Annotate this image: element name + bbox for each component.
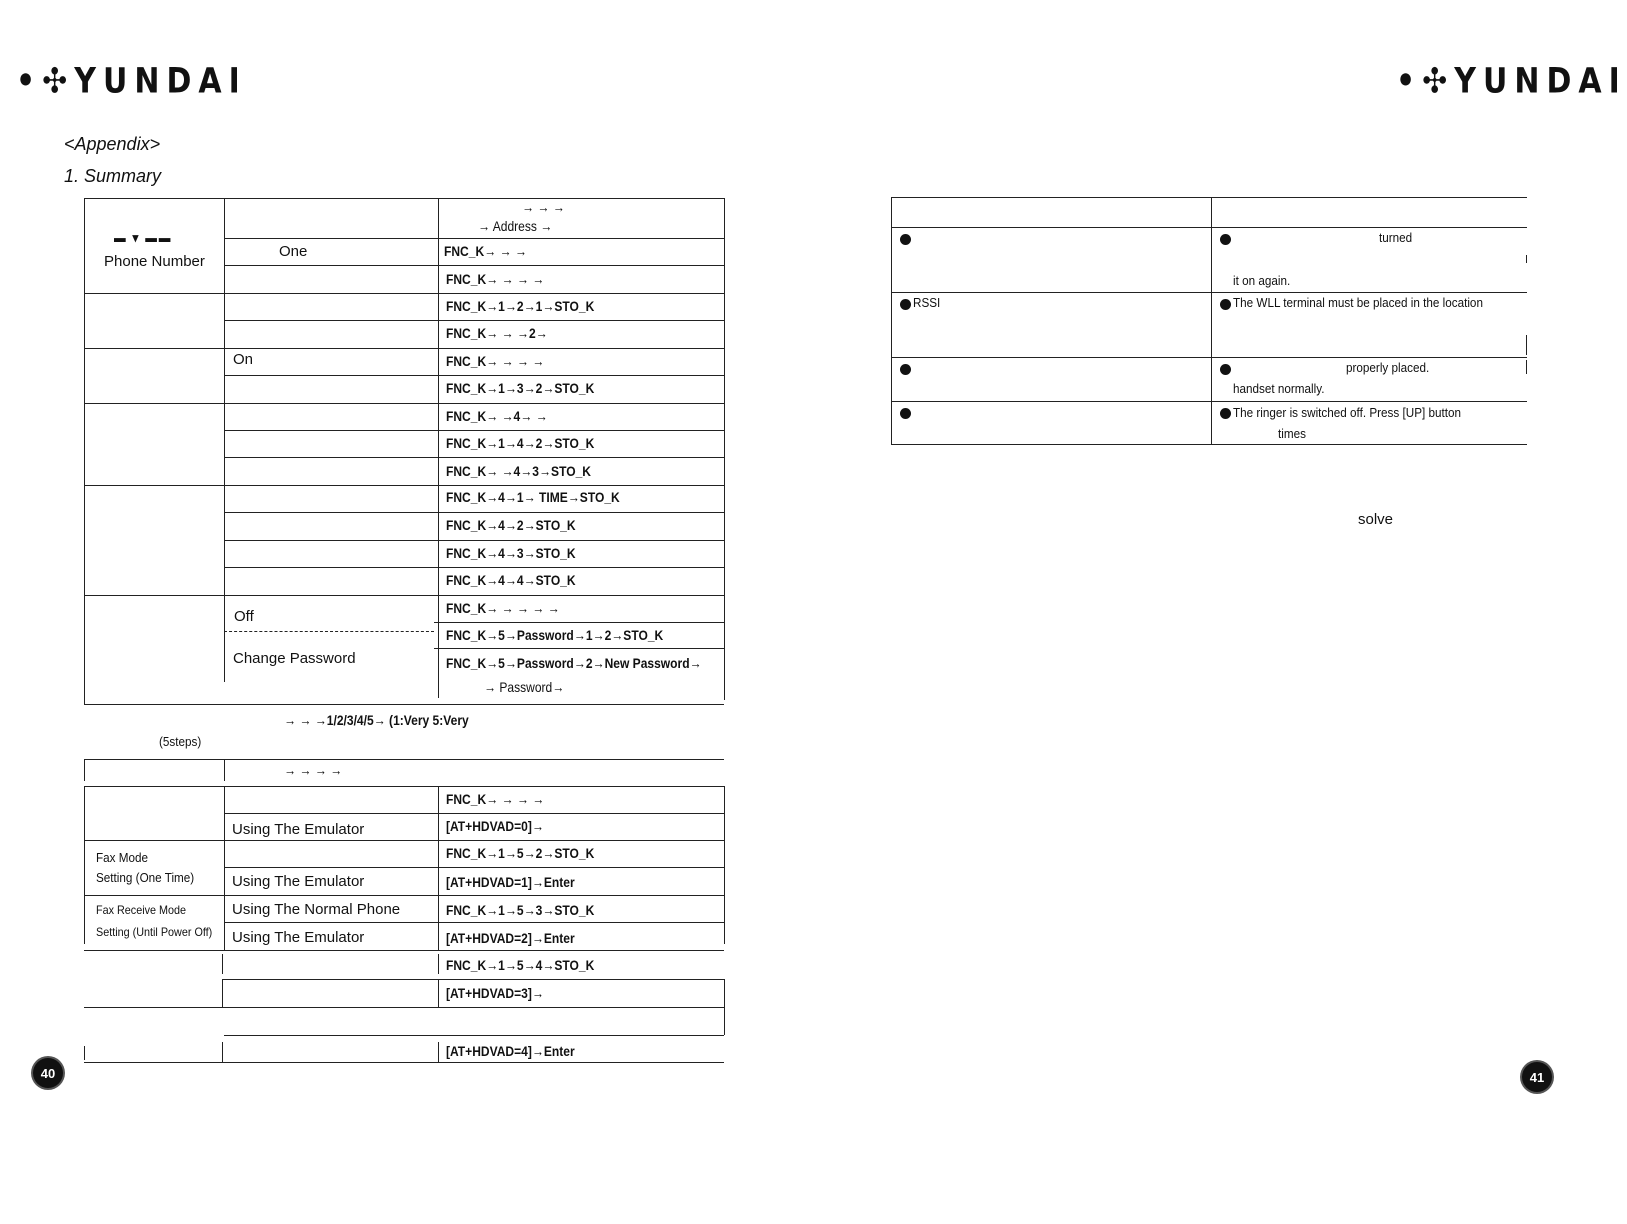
page-number-right: 41 bbox=[1522, 1062, 1552, 1092]
fax-e-code-1: [AT+HDVAD=4]→Enter bbox=[446, 1043, 575, 1059]
fax-d-code-2: [AT+HDVAD=3]→ bbox=[446, 985, 544, 1001]
fax-a-code-2: [AT+HDVAD=0]→ bbox=[446, 818, 544, 834]
volume-steps: (5steps) bbox=[159, 734, 202, 749]
r4-right-line1: The ringer is switched off. Press [UP] button bbox=[1233, 405, 1462, 420]
fax-c-sub-2: Using The Emulator bbox=[232, 929, 365, 946]
row6-sub-change-password: Change Password bbox=[233, 650, 356, 667]
r2-right-line1: The WLL terminal must be placed in the location bbox=[1233, 295, 1483, 310]
fax-b-label-2: Setting (One Time) bbox=[96, 870, 195, 885]
row5-code-3: FNC_K→4→3→STO_K bbox=[446, 545, 576, 561]
row2-code-1: FNC_K→1→2→1→STO_K bbox=[446, 298, 595, 314]
row5-code-4: FNC_K→4→4→STO_K bbox=[446, 572, 576, 588]
r3-right-line2: handset normally. bbox=[1233, 381, 1325, 396]
row4-code-1: FNC_K→ →4→ → bbox=[446, 408, 548, 424]
hyundai-logo-left: •✣YUNDAI bbox=[16, 61, 247, 102]
row6-sub-off: Off bbox=[234, 608, 254, 625]
page-number-left: 40 bbox=[33, 1058, 63, 1088]
fax-a-sub-2: Using The Emulator bbox=[232, 821, 365, 838]
appendix-title: <Appendix> bbox=[64, 134, 161, 154]
hyundai-logo-right bbox=[1396, 61, 1627, 102]
fax-b-label-1: Fax Mode bbox=[96, 850, 149, 865]
r3-right-line1: properly placed. bbox=[1346, 360, 1430, 375]
bullet-r4-left bbox=[900, 408, 911, 419]
row3-code-1: FNC_K→ → → → bbox=[446, 353, 545, 369]
row4-code-2: FNC_K→1→4→2→STO_K bbox=[446, 435, 595, 451]
fax-c-code-2: [AT+HDVAD=2]→Enter bbox=[446, 930, 575, 946]
row3-sub-on: On bbox=[233, 351, 254, 368]
row5-code-2: FNC_K→4→2→STO_K bbox=[446, 517, 576, 533]
fax-c-sub-1: Using The Normal Phone bbox=[232, 901, 401, 918]
fax-b-sub-2: Using The Emulator bbox=[232, 873, 365, 890]
row5-code-1: FNC_K→4→1→ TIME→STO_K bbox=[446, 489, 620, 505]
row1-code-2: FNC_K→ → → → bbox=[446, 271, 545, 287]
fax-c-code-1: FNC_K→1→5→3→STO_K bbox=[446, 902, 595, 918]
fax-c-label-1: Fax Receive Mode bbox=[96, 903, 187, 917]
r1-right-line1: turned bbox=[1379, 230, 1413, 245]
row6-code-2: FNC_K→5→Password→1→2→STO_K bbox=[446, 627, 664, 643]
phone-number-label: Phone Number bbox=[104, 253, 205, 270]
summary-title: 1. Summary bbox=[64, 166, 162, 186]
r1-right-line2: it on again. bbox=[1233, 273, 1291, 288]
row1-header-code-2: → Address → bbox=[478, 218, 553, 234]
fax-a-code-1: FNC_K→ → → → bbox=[446, 791, 545, 807]
row2-code-2: FNC_K→ → →2→ bbox=[446, 325, 548, 341]
row6-code-4: → Password→ bbox=[484, 679, 565, 695]
row1-sub-one: One bbox=[279, 243, 308, 260]
row1-code-1: FNC_K→ → → bbox=[444, 243, 527, 259]
row3-code-2: FNC_K→1→3→2→STO_K bbox=[446, 380, 595, 396]
row4-code-3: FNC_K→ →4→3→STO_K bbox=[446, 463, 591, 479]
solve-text: solve bbox=[1358, 511, 1394, 528]
table2-header-code: → → → → bbox=[284, 762, 343, 778]
bullet-r2-left bbox=[900, 299, 911, 310]
hyundai-logo-right-text: •✣YUNDAI bbox=[1396, 61, 1627, 102]
fax-d-code-1: FNC_K→1→5→4→STO_K bbox=[446, 957, 595, 973]
bullet-r3-right bbox=[1220, 364, 1231, 375]
r4-right-line2: times bbox=[1278, 426, 1306, 441]
volume-line: → → →1/2/3/4/5→ (1:Very 5:Very bbox=[284, 712, 469, 728]
r2-left-text: RSSI bbox=[913, 295, 941, 310]
row6-code-1: FNC_K→ → → → → bbox=[446, 600, 560, 616]
fax-b-code-2: [AT+HDVAD=1]→Enter bbox=[446, 874, 575, 890]
bullet-r3-left bbox=[900, 364, 911, 375]
row1-header-code-1: → → → bbox=[522, 199, 565, 215]
fax-c-label-2: Setting (Until Power Off) bbox=[96, 925, 213, 939]
bullet-r4-right bbox=[1220, 408, 1231, 419]
bullet-r1-right bbox=[1220, 234, 1231, 245]
fax-b-code-1: FNC_K→1→5→2→STO_K bbox=[446, 845, 595, 861]
bullet-r2-right bbox=[1220, 299, 1231, 310]
bullet-r1-left bbox=[900, 234, 911, 245]
row6-code-3: FNC_K→5→Password→2→New Password→ bbox=[446, 655, 702, 671]
